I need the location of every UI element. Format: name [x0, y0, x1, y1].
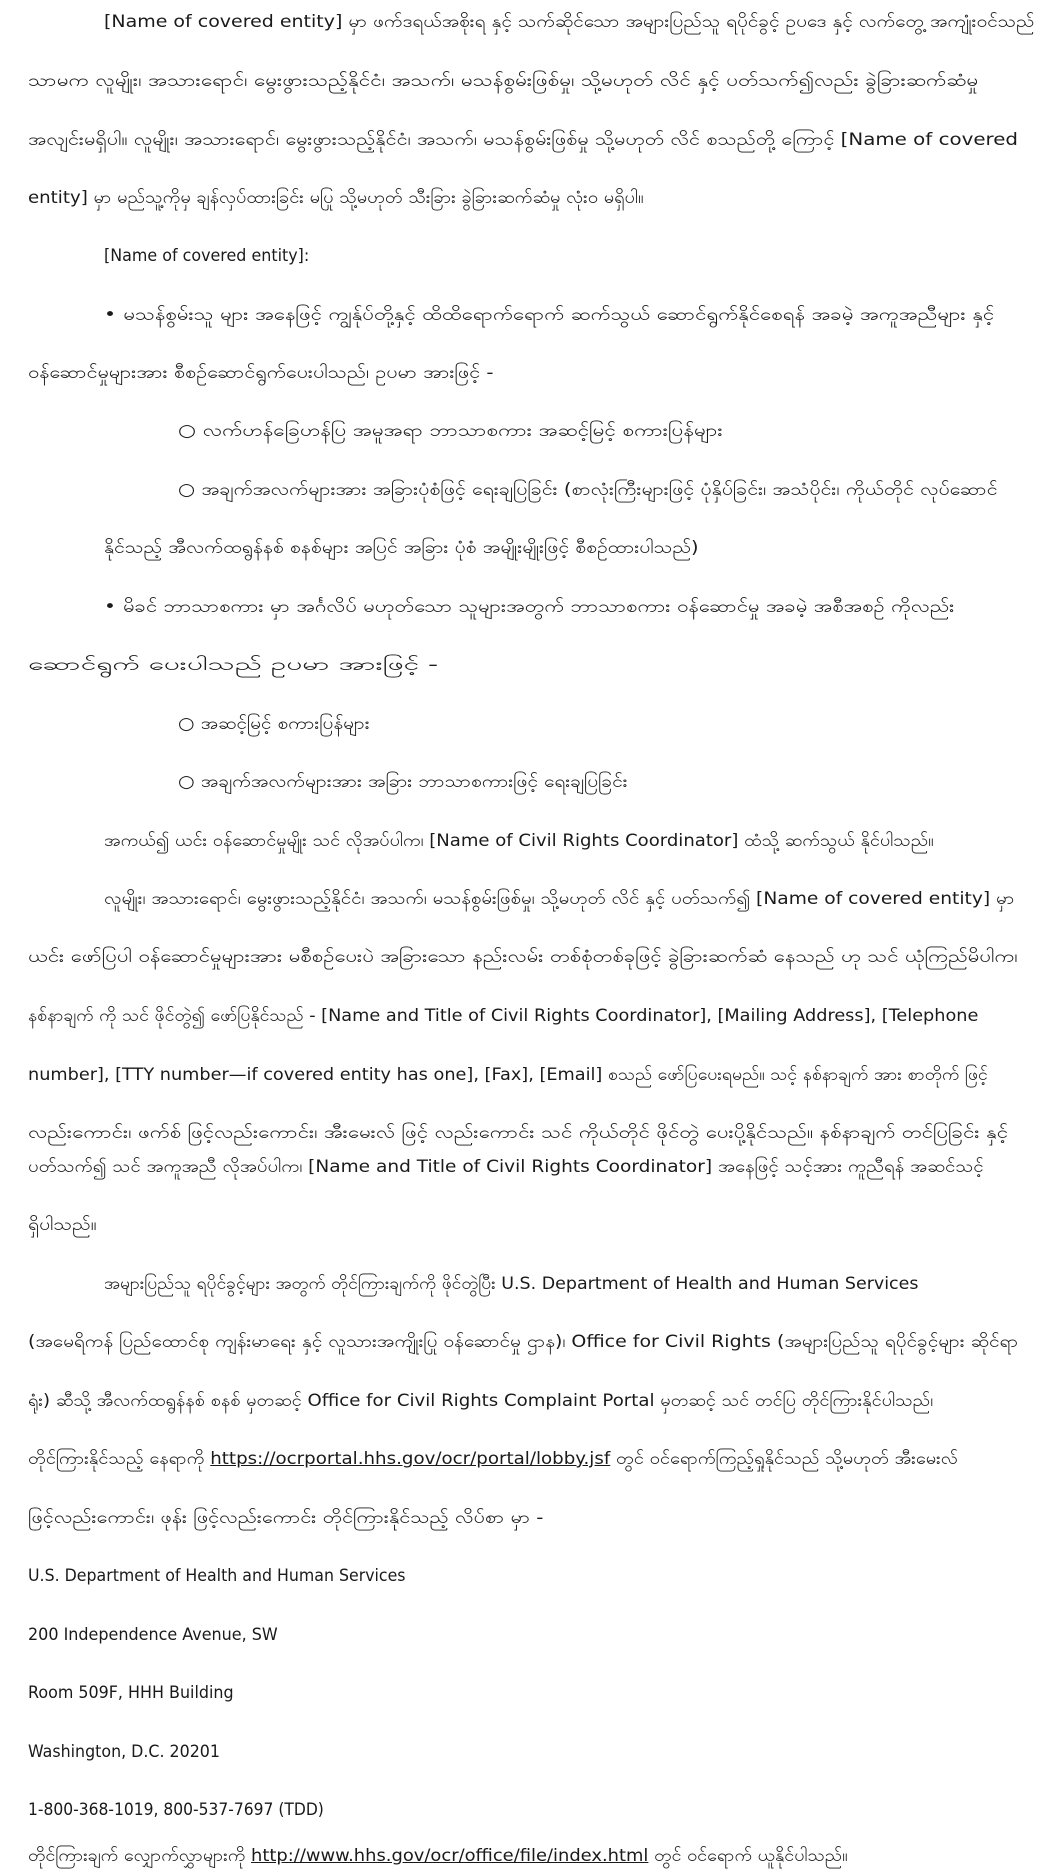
- intro-line-3: အလျင်းမရှိပါ။ လူမျိုး၊ အသားရောင်၊ မွေးဖွားသည့်နိုင်ငံ၊ အသက်၊ မသန်စွမ်းဖြစ်မှု သို့မဟုတ် လိင် စသည်တို့ ကြောင့် [Name of covered: [28, 130, 1019, 150]
- address-city: Washington, D.C. 20201: [28, 1742, 220, 1762]
- ocr-portal-link[interactable]: https://ocrportal.hhs.gov/ocr/portal/lobby.jsf: [210, 1449, 611, 1469]
- bullet-2-line-2: ဆောင်ရွက် ပေးပါသည် ဥပမာ အားဖြင့် -: [28, 655, 439, 675]
- bullet-2-sub-2: ○ အချက်အလက်များအား အခြား ဘာသာစကားဖြင့် ရေးချပြခြင်း: [178, 772, 628, 792]
- address-street: 200 Independence Avenue, SW: [28, 1625, 278, 1645]
- forms-link[interactable]: http://www.hhs.gov/ocr/office/file/index.html: [251, 1846, 649, 1866]
- ocr-line-2: (အမေရိကန် ပြည်ထောင်စု ကျန်းမာရေး နှင့် လူသားအကျိုးပြု ဝန်ဆောင်မှု ဌာန)၊ Office for Civil Rights (အများပြည်သူ ရပိုင်ခွင့်များ ဆိုင်ရာ: [28, 1332, 1019, 1352]
- entity-heading: [Name of covered entity]:: [104, 246, 310, 266]
- bullet-1-sub-1: ○ လက်ဟန်ခြေဟန်ပြ အမူအရာ ဘာသာစကား အဆင့်မြင့် စကားပြန်များ: [178, 421, 723, 441]
- address-phone: 1-800-368-1019, 800-537-7697 (TDD): [28, 1800, 324, 1820]
- forms-line: [28, 1844, 848, 1868]
- complaint-line-3: နစ်နာချက် ကို သင် ဖိုင်တွဲ၍ ဖော်ပြနိုင်သည် - [Name and Title of Civil Rights Coordinator], [Mailing Address], [Telephone: [28, 1006, 979, 1026]
- portal-suffix: တွင် ဝင်ရောက်ကြည့်ရှုနိုင်သည် သို့မဟုတ် အီးမေးလ်: [616, 1449, 958, 1469]
- ocr-portal-line: [28, 1447, 958, 1471]
- bullet-2-text: မိခင် ဘာသာစကား မှာ အင်္ဂလိပ် မဟုတ်သော သူများအတွက် ဘာသာစကား ဝန်ဆောင်မှု အခမဲ့ အစီအစဉ် ကိုလည်း: [123, 597, 955, 617]
- complaint-line-2: ယင်း ဖော်ပြပါ ဝန်ဆောင်မှုများအား မစီစဉ်ပေးပဲ အခြားသော နည်းလမ်း တစ်စုံတစ်ခုဖြင့် ခွဲခြားဆက်ဆံ နေသည် ဟု သင် ယုံကြည်မိပါက၊: [28, 947, 1018, 967]
- complaint-line-5: လည်းကောင်း၊ ဖက်စ် ဖြင့်လည်းကောင်း၊ အီးမေးလ် ဖြင့် လည်းကောင်း သင် ကိုယ်တိုင် ဖိုင်တွဲ ပေးပို့နိုင်သည်။ နစ်နာချက် တင်ပြခြင်း နှင့်: [28, 1123, 1008, 1143]
- ocr-line-1: အများပြည်သူ ရပိုင်ခွင့်များ အတွက် တိုင်ကြားချက်ကို ဖိုင်တွဲပြီး U.S. Department of Health and Human Services: [104, 1274, 919, 1294]
- bullet-dot-icon: •: [104, 597, 116, 617]
- bullet-dot-icon: •: [104, 305, 117, 325]
- bullet-1-sub-2-line-2: နိုင်သည့် အီလက်ထရွန်နစ် စနစ်များ အပြင် အခြား ပုံစံ အမျိုးမျိုးဖြင့် စီစဉ်ထားပါသည်): [104, 538, 699, 558]
- bullet-1-line-1: [104, 303, 994, 327]
- bullet-2-sub-1: ○ အဆင့်မြင့် စကားပြန်များ: [178, 714, 370, 734]
- coordinator-line: အကယ်၍ ယင်း ဝန်ဆောင်မှုမျိုး သင် လိုအပ်ပါက၊ [Name of Civil Rights Coordinator] ထံသို့ ဆက်သွယ် နိုင်ပါသည်။: [104, 831, 934, 851]
- portal-prefix: တိုင်ကြားနိုင်သည့် နေရာကို: [28, 1449, 205, 1469]
- intro-line-2: သာမက လူမျိုး၊ အသားရောင်၊ မွေးဖွားသည့်နိုင်ငံ၊ အသက်၊ မသန်စွမ်းဖြစ်မှု၊ သို့မဟုတ် လိင် နှင့် ပတ်သက်၍လည်း ခွဲခြားဆက်ဆံမှု: [28, 71, 979, 91]
- address-room: Room 509F, HHH Building: [28, 1683, 234, 1703]
- complaint-line-6: ပတ်သက်၍ သင် အကူအညီ လိုအပ်ပါက၊ [Name and Title of Civil Rights Coordinator] အနေဖြင့် သင့်အား ကူညီရန် အဆင်သင့်: [28, 1157, 984, 1177]
- address-dept: U.S. Department of Health and Human Services: [28, 1566, 406, 1586]
- intro-line-4: entity] မှာ မည်သူ့ကိုမှ ချန်လှပ်ထားခြင်း မပြု သို့မဟုတ် သီးခြား ခွဲခြားဆက်ဆံမှု လုံးဝ မရှိပါ။: [28, 188, 644, 208]
- ocr-mail-line: ဖြင့်လည်းကောင်း၊ ဖုန်း ဖြင့်လည်းကောင်း တိုင်ကြားနိုင်သည့် လိပ်စာ မှာ -: [28, 1508, 544, 1528]
- ocr-line-3: ရုံး) ဆီသို့ အီလက်ထရွန်နစ် စနစ် မှတဆင့် Office for Civil Rights Complaint Portal မှတဆင့် သင် တင်ပြ တိုင်ကြားနိုင်ပါသည်၊: [28, 1391, 934, 1411]
- complaint-line-7: ရှိပါသည်။: [28, 1215, 97, 1235]
- bullet-1-text: မသန်စွမ်းသူ များ အနေဖြင့် ကျွန်ုပ်တို့နှင့် ထိထိရောက်ရောက် ဆက်သွယ် ဆောင်ရွက်နိုင်စေရန် အခမဲ့ အကူအညီများ နှင့်: [123, 305, 995, 325]
- forms-prefix: တိုင်ကြားချက် လျှောက်လွှာများကို: [28, 1846, 246, 1866]
- complaint-line-4: number], [TTY number—if covered entity has one], [Fax], [Email] စသည် ဖော်ပြပေးရမည်။ သင့် နစ်နာချက် အား စာတိုက် ဖြင့်: [28, 1065, 988, 1085]
- bullet-1-line-2: ဝန်ဆောင်မှုများအား စီစဉ်ဆောင်ရွက်ပေးပါသည်၊ ဥပမာ အားဖြင့် -: [28, 363, 494, 383]
- bullet-1-sub-2-line-1: ○ အချက်အလက်များအား အခြားပုံစံဖြင့် ရေးချပြခြင်း (စာလုံးကြီးများဖြင့် ပုံနှိပ်ခြင်း၊ အသံပိုင်း၊ ကိုယ်တိုင် လုပ်ဆောင်: [178, 480, 998, 500]
- bullet-2-line-1: [104, 595, 954, 619]
- forms-suffix: တွင် ဝင်ရောက် ယူနိုင်ပါသည်။: [654, 1846, 848, 1866]
- intro-line-1: [Name of covered entity] မှာ ဖက်ဒရယ်အစိုးရ နှင့် သက်ဆိုင်သော အများပြည်သူ ရပိုင်ခွင့် ဥပဒေ နှင့် လက်တွေ့ အကျုံးဝင်သည်: [104, 12, 1035, 32]
- complaint-line-1: လူမျိုး၊ အသားရောင်၊ မွေးဖွားသည့်နိုင်ငံ၊ အသက်၊ မသန်စွမ်းဖြစ်မှု၊ သို့မဟုတ် လိင် နှင့် ပတ်သက်၍ [Name of covered entity] မှာ: [104, 889, 1015, 909]
